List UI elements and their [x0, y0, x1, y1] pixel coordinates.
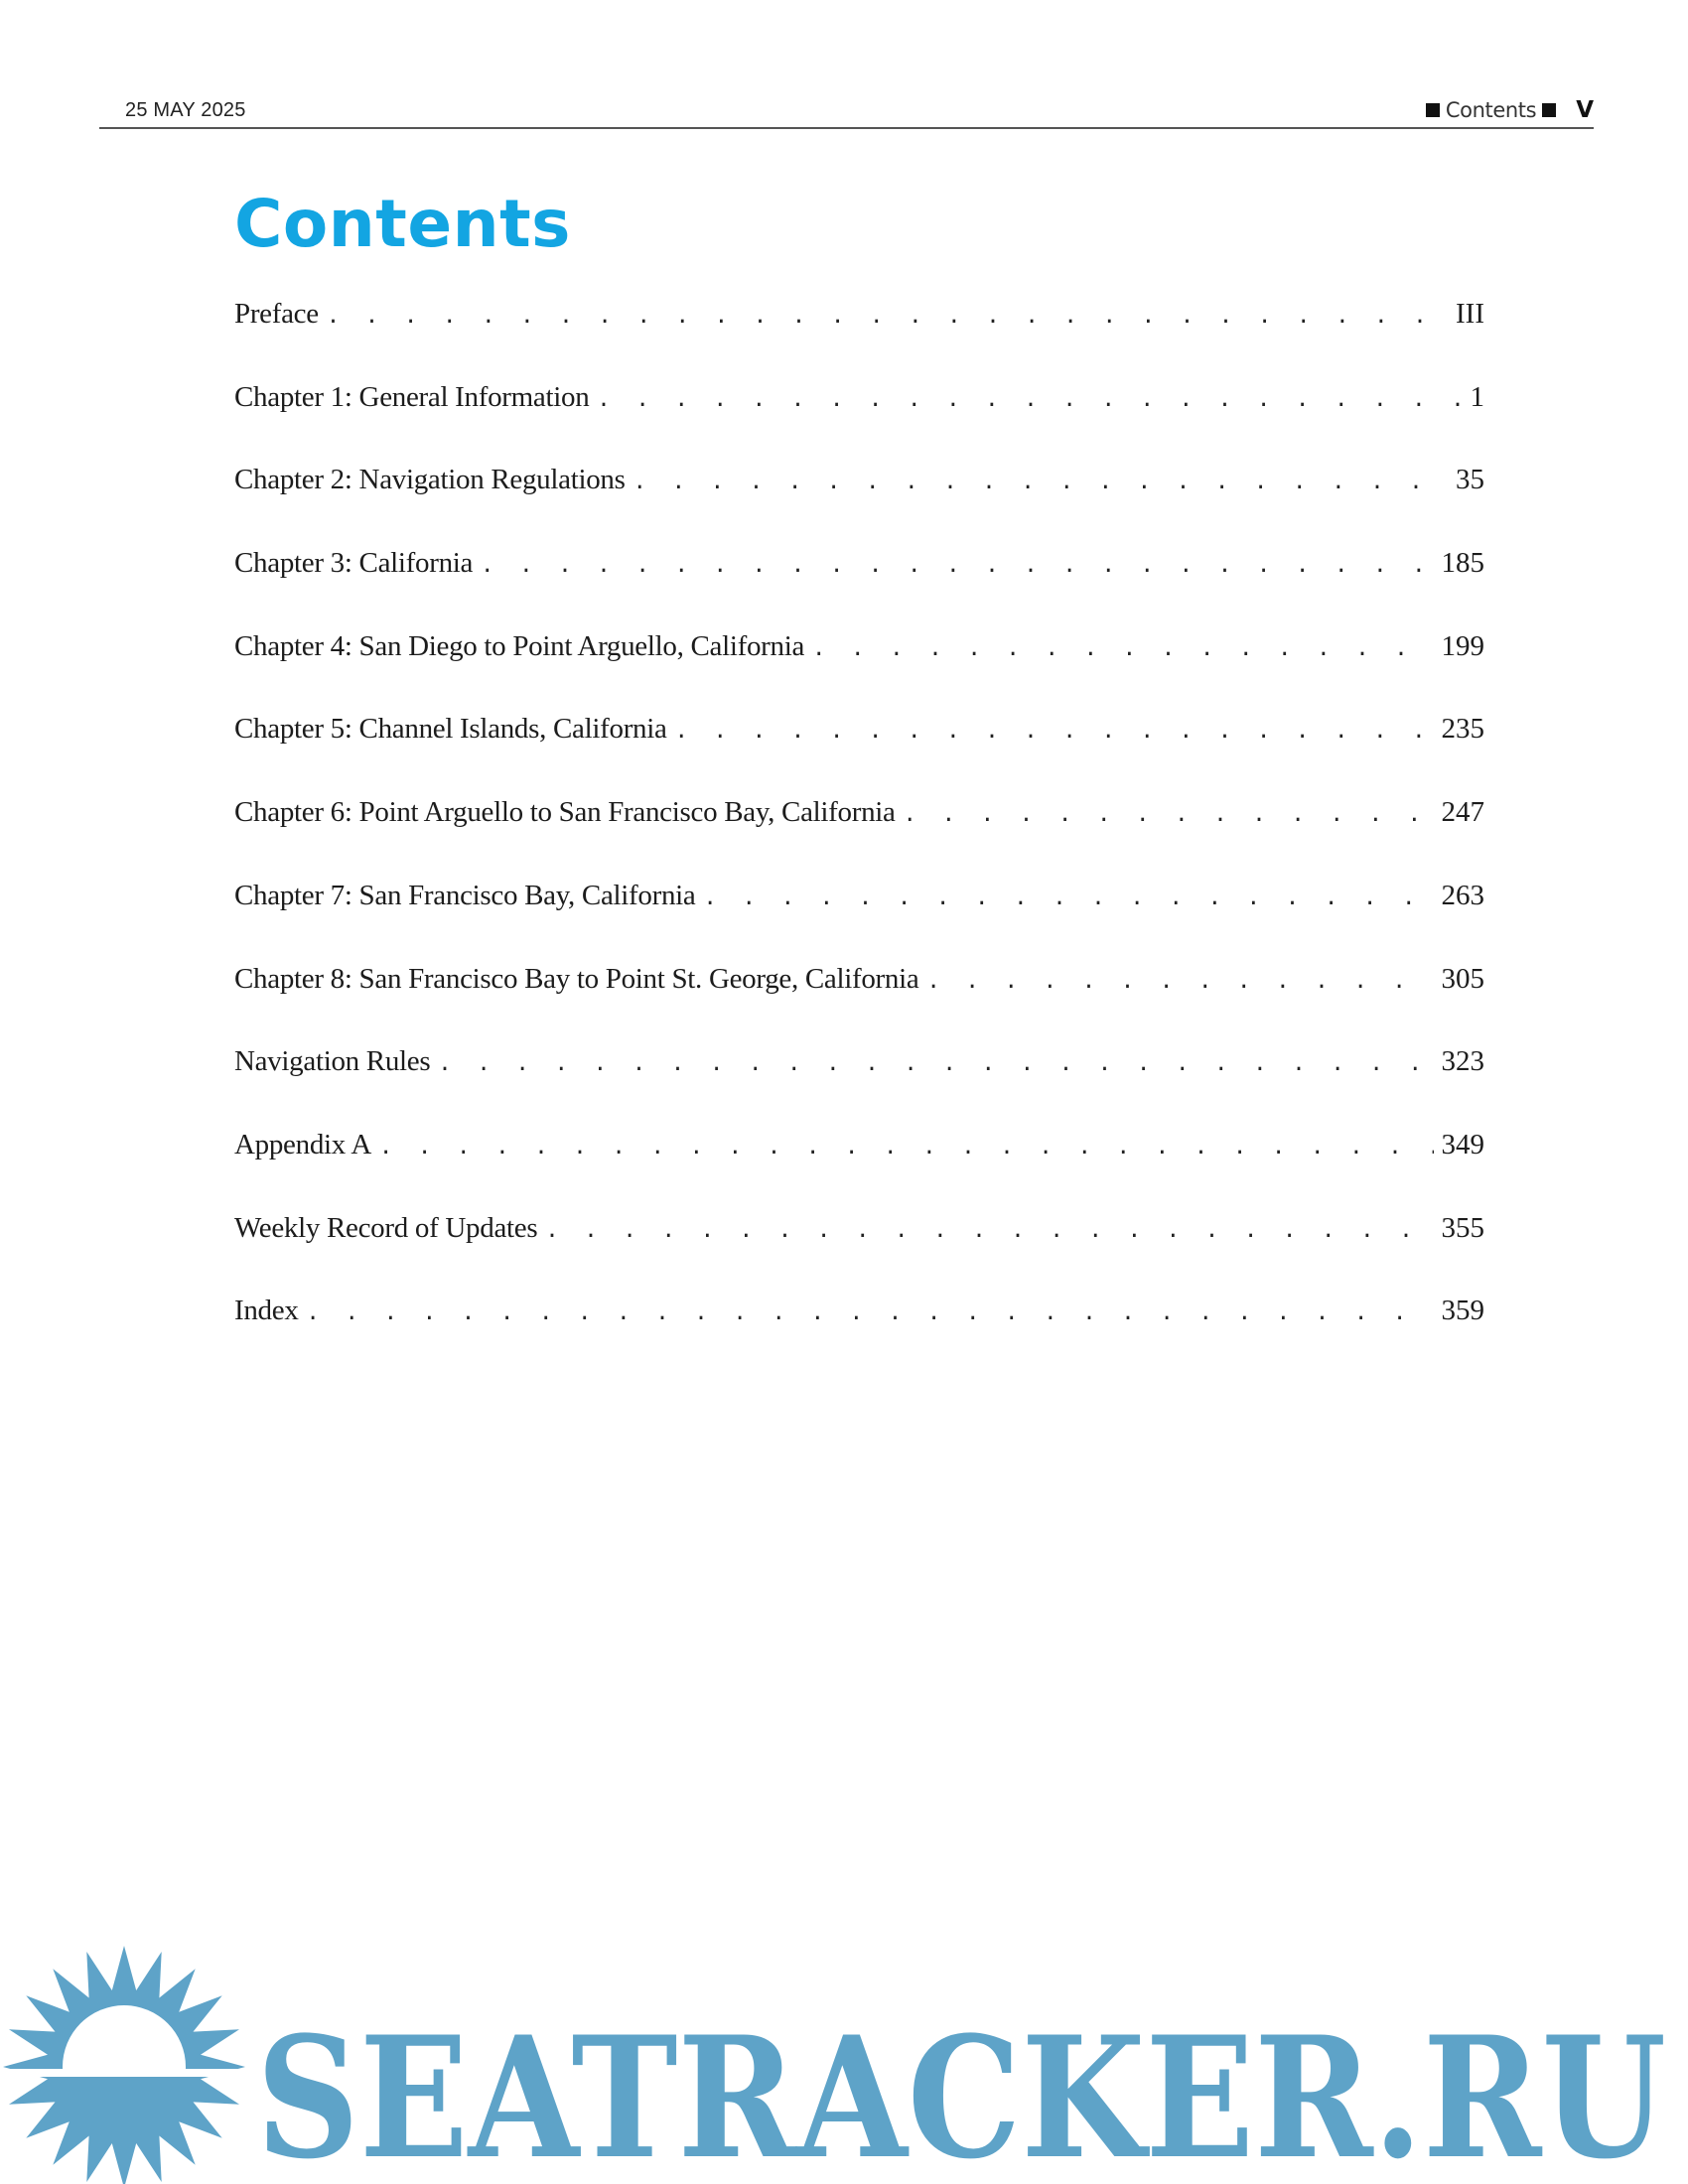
toc-entry-chapter-1[interactable] [234, 381, 1484, 465]
dot-leader [438, 1051, 1433, 1076]
toc-entry-label: Chapter 4: San Diego to Point Arguello, California [234, 629, 805, 662]
toc-entry-page: 305 [1441, 962, 1484, 995]
dot-leader [379, 1135, 1434, 1160]
toc-entry-label: Chapter 3: California [234, 547, 474, 580]
toc-entry-index[interactable] [234, 1295, 1484, 1378]
toc-entry-page: 359 [1441, 1295, 1484, 1327]
toc-entry-page: 263 [1441, 879, 1484, 911]
toc-entry-chapter-8[interactable] [234, 963, 1484, 1046]
toc-entry-preface[interactable] [234, 298, 1484, 381]
table-of-contents [234, 298, 1484, 1378]
toc-entry-chapter-5[interactable] [234, 713, 1484, 796]
header-right [1426, 95, 1594, 125]
toc-entry-chapter-6[interactable] [234, 796, 1484, 880]
toc-entry-label: Index [234, 1295, 299, 1327]
toc-entry-label: Appendix A [234, 1128, 371, 1160]
toc-entry-chapter-3[interactable] [234, 547, 1484, 630]
page-title: Contents [234, 186, 571, 262]
toc-entry-page: 247 [1441, 796, 1484, 829]
running-header [99, 95, 1594, 129]
toc-entry-weekly-record[interactable] [234, 1212, 1484, 1296]
toc-entry-label: Chapter 7: San Francisco Bay, California [234, 879, 696, 911]
toc-entry-page: 235 [1441, 713, 1484, 746]
toc-entry-chapter-2[interactable] [234, 464, 1484, 547]
dot-leader [545, 1218, 1433, 1243]
square-icon [1426, 103, 1440, 117]
dot-leader [812, 636, 1433, 661]
toc-entry-label: Preface [234, 298, 319, 330]
toc-entry-page: 349 [1441, 1128, 1484, 1160]
toc-entry-chapter-7[interactable] [234, 880, 1484, 963]
toc-entry-page: 1 [1470, 380, 1484, 413]
toc-entry-page: 35 [1456, 464, 1484, 496]
watermark-text: SEATRACKER.RU [256, 1999, 1666, 2184]
dot-leader [675, 719, 1434, 744]
toc-entry-page: 355 [1441, 1211, 1484, 1244]
dot-leader [597, 387, 1462, 412]
toc-entry-chapter-4[interactable] [234, 630, 1484, 714]
header-section: Contents [1445, 98, 1537, 122]
dot-leader [704, 886, 1434, 910]
sun-icon [3, 1946, 245, 2184]
toc-entry-label: Weekly Record of Updates [234, 1211, 538, 1244]
toc-entry-navigation-rules[interactable] [234, 1045, 1484, 1129]
toc-entry-label: Chapter 8: San Francisco Bay to Point St. George, California [234, 962, 919, 995]
dot-leader [307, 1300, 1434, 1325]
toc-entry-label: Chapter 6: Point Arguello to San Francisco Bay, California [234, 796, 896, 829]
toc-entry-label: Chapter 5: Channel Islands, California [234, 713, 667, 746]
dot-leader [327, 304, 1448, 329]
toc-entry-page: 323 [1441, 1045, 1484, 1078]
header-page-number: V [1576, 97, 1594, 123]
square-icon [1542, 103, 1556, 117]
watermark [0, 1936, 1688, 2184]
toc-entry-label: Chapter 2: Navigation Regulations [234, 464, 626, 496]
toc-entry-label: Navigation Rules [234, 1045, 431, 1078]
dot-leader [926, 969, 1433, 994]
toc-entry-page: 199 [1441, 629, 1484, 662]
toc-entry-label: Chapter 1: General Information [234, 380, 590, 413]
toc-entry-appendix-a[interactable] [234, 1129, 1484, 1212]
dot-leader [481, 553, 1433, 578]
toc-entry-page: 185 [1441, 547, 1484, 580]
dot-leader [633, 470, 1448, 494]
header-date: 25 MAY 2025 [125, 99, 246, 121]
toc-entry-page: III [1456, 298, 1484, 330]
dot-leader [904, 802, 1434, 827]
